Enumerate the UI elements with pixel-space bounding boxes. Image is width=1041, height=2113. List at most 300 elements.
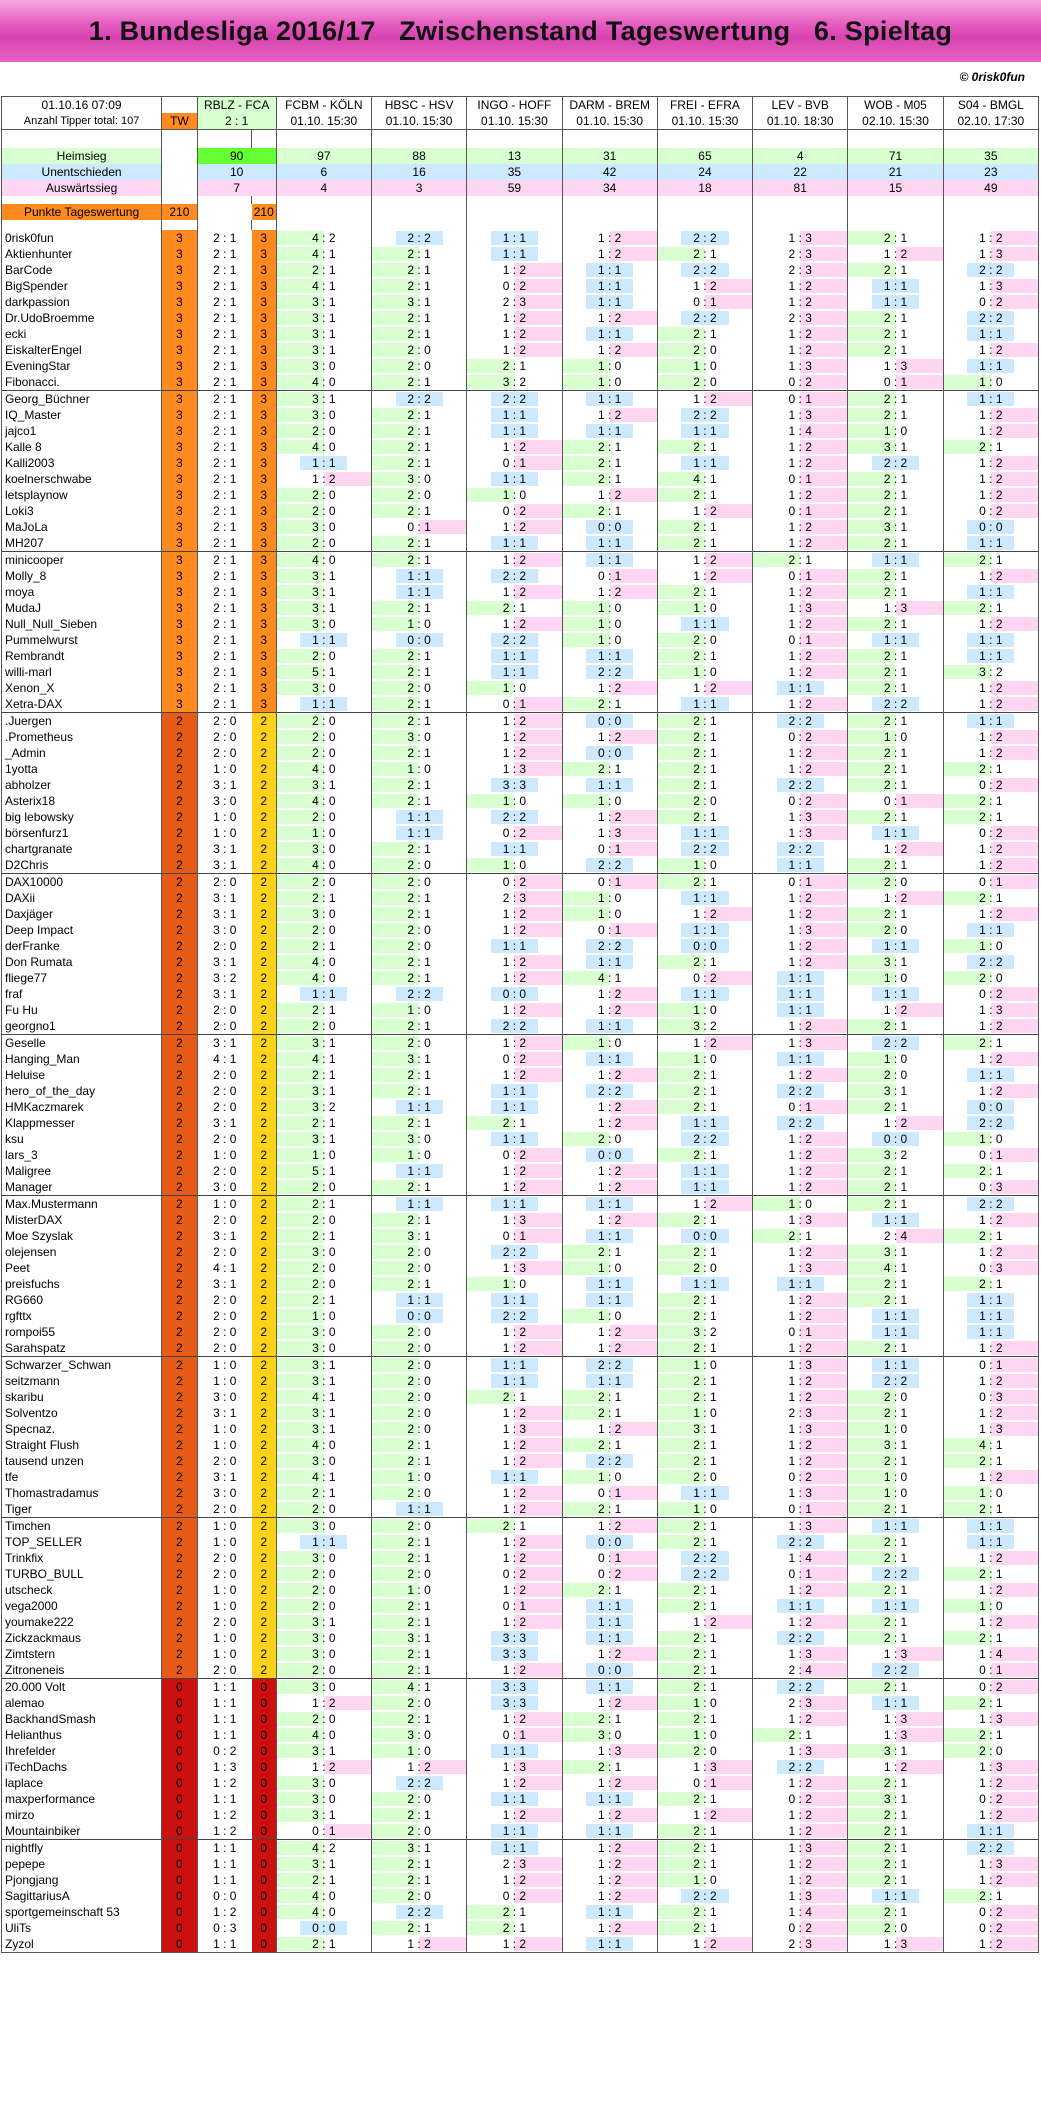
player-row (2, 519, 1039, 535)
prediction-cell (562, 1775, 657, 1791)
prediction-cell (276, 374, 371, 391)
prediction-cell (753, 1179, 848, 1196)
prediction-value: 2 : 1 (979, 1454, 1003, 1468)
prediction-cell (276, 262, 371, 278)
player-name: HMKaczmarek (2, 1099, 162, 1115)
prediction-value: 0 : 2 (502, 826, 527, 840)
prediction-cell (562, 825, 657, 841)
prediction-value: 1 : 1 (597, 1937, 622, 1951)
player-tip: 2 : 1 (213, 359, 237, 373)
prediction-cell (943, 1147, 1038, 1163)
player-tip: 2 : 0 (213, 1213, 237, 1227)
prediction-value: 1 : 2 (788, 649, 812, 663)
prediction-cell (848, 1196, 943, 1213)
prediction-cell (276, 761, 371, 777)
prediction-cell (848, 455, 943, 471)
player-tip: 2 : 1 (213, 585, 237, 599)
prediction-value: 2 : 1 (693, 1148, 717, 1162)
player-row (2, 1260, 1039, 1276)
player-row (2, 793, 1039, 809)
prediction-cell (371, 825, 466, 841)
prediction-cell (657, 1534, 752, 1550)
prediction-value: 2 : 1 (883, 1406, 908, 1420)
player-tip: 1 : 0 (213, 762, 237, 776)
prediction-value: 1 : 2 (693, 907, 717, 921)
player-tw: 2 (162, 1357, 197, 1374)
prediction-cell (943, 809, 1038, 825)
player-tip: 2 : 1 (213, 472, 237, 486)
player-tip: 0 : 2 (213, 1744, 237, 1758)
tipper-count-cell (2, 113, 162, 130)
prediction-value: 2 : 0 (312, 1277, 336, 1291)
prediction-value: 1 : 1 (502, 536, 527, 550)
prediction-value: 2 : 1 (312, 1486, 336, 1500)
prediction-value: 0 : 2 (979, 1905, 1003, 1919)
prediction-value: 3 : 0 (312, 1341, 336, 1355)
prediction-value: 2 : 0 (693, 794, 717, 808)
prediction-value: 0 : 1 (597, 875, 622, 889)
prediction-value: 2 : 0 (407, 1325, 431, 1339)
prediction-value: 3 : 1 (312, 1036, 336, 1050)
prediction-value: 1 : 2 (597, 1647, 622, 1661)
prediction-value: 1 : 3 (502, 1760, 527, 1774)
prediction-value: 1 : 4 (979, 1647, 1003, 1661)
player-points: 2 (252, 1646, 276, 1662)
prediction-cell (276, 1920, 371, 1936)
prediction-value: 1 : 1 (597, 778, 622, 792)
prediction-cell (467, 262, 562, 278)
player-points: 2 (252, 874, 276, 891)
player-tw: 2 (162, 857, 197, 874)
prediction-cell (657, 1437, 752, 1453)
prediction-cell (371, 1099, 466, 1115)
player-name: Klappmesser (2, 1115, 162, 1131)
prediction-value: 3 : 1 (312, 1422, 336, 1436)
prediction-cell (943, 1067, 1038, 1083)
prediction-value: 2 : 0 (312, 488, 336, 502)
prediction-value: 2 : 1 (693, 746, 717, 760)
prediction-cell (276, 310, 371, 326)
prediction-value: 1 : 1 (693, 1164, 717, 1178)
prediction-value: 1 : 3 (788, 1422, 812, 1436)
prediction-cell (562, 1002, 657, 1018)
prediction-value: 3 : 0 (312, 1454, 336, 1468)
prediction-cell (657, 1453, 752, 1469)
prediction-cell (562, 1566, 657, 1582)
player-name: RG660 (2, 1292, 162, 1308)
prediction-value: 1 : 1 (693, 987, 717, 1001)
prediction-value: 2 : 2 (883, 697, 908, 711)
prediction-value: 2 : 1 (407, 408, 431, 422)
prediction-value: 2 : 0 (312, 1583, 336, 1597)
prediction-cell (657, 1147, 752, 1163)
prediction-cell (562, 1646, 657, 1662)
prediction-value: 2 : 1 (312, 1293, 336, 1307)
prediction-value: 2 : 1 (883, 1535, 908, 1549)
prediction-value: 2 : 1 (597, 1502, 622, 1516)
prediction-cell (371, 1518, 466, 1535)
prediction-cell (657, 1791, 752, 1807)
prediction-value: 1 : 1 (597, 1293, 622, 1307)
prediction-cell (753, 407, 848, 423)
player-row (2, 1421, 1039, 1437)
prediction-value: 2 : 1 (597, 504, 622, 518)
player-points: 3 (252, 294, 276, 310)
player-tw: 2 (162, 761, 197, 777)
prediction-cell (467, 857, 562, 874)
prediction-cell (371, 1035, 466, 1052)
prediction-value: 2 : 1 (693, 810, 717, 824)
prediction-cell (848, 1292, 943, 1308)
player-name: Rembrandt (2, 648, 162, 664)
prediction-value: 3 : 0 (312, 1680, 336, 1694)
prediction-value: 2 : 0 (883, 1921, 908, 1935)
prediction-cell (276, 1630, 371, 1646)
match-stat: 81 (753, 180, 848, 196)
prediction-value: 1 : 2 (979, 1615, 1003, 1629)
player-tip: 2 : 1 (213, 311, 237, 325)
prediction-value: 2 : 0 (979, 971, 1003, 985)
prediction-cell (753, 1534, 848, 1550)
prediction-value: 2 : 1 (407, 907, 431, 921)
prediction-cell (276, 809, 371, 825)
prediction-cell (467, 1453, 562, 1469)
prediction-cell (467, 1018, 562, 1035)
player-points: 3 (252, 374, 276, 391)
prediction-value: 3 : 1 (312, 392, 336, 406)
prediction-cell (943, 696, 1038, 713)
prediction-cell (467, 519, 562, 535)
prediction-value: 1 : 1 (979, 1068, 1003, 1082)
player-points: 2 (252, 1260, 276, 1276)
prediction-cell (467, 632, 562, 648)
prediction-value: 1 : 2 (788, 1068, 812, 1082)
prediction-cell (371, 1002, 466, 1018)
player-name: D2Chris (2, 857, 162, 874)
prediction-cell (657, 825, 752, 841)
prediction-cell (657, 970, 752, 986)
prediction-value: 1 : 2 (788, 1180, 812, 1194)
prediction-cell (943, 230, 1038, 246)
player-points: 2 (252, 1099, 276, 1115)
player-points: 0 (252, 1743, 276, 1759)
prediction-cell (467, 326, 562, 342)
prediction-cell (467, 1357, 562, 1374)
prediction-value: 2 : 2 (502, 1309, 527, 1323)
player-name: Deep Impact (2, 922, 162, 938)
prediction-cell (943, 584, 1038, 600)
standings-table (1, 96, 1039, 1953)
player-row (2, 841, 1039, 857)
player-tw: 3 (162, 487, 197, 503)
prediction-value: 1 : 3 (788, 1261, 812, 1275)
prediction-value: 1 : 2 (979, 1245, 1003, 1259)
prediction-cell (848, 1856, 943, 1872)
prediction-value: 1 : 0 (597, 1309, 622, 1323)
player-points: 2 (252, 1534, 276, 1550)
player-tw: 3 (162, 342, 197, 358)
prediction-cell (943, 1469, 1038, 1485)
player-points: 2 (252, 1292, 276, 1308)
prediction-value: 3 : 1 (312, 1615, 336, 1629)
prediction-cell (943, 954, 1038, 970)
prediction-cell (467, 294, 562, 310)
prediction-cell (657, 1405, 752, 1421)
prediction-cell (276, 1018, 371, 1035)
prediction-cell (943, 1695, 1038, 1711)
prediction-cell (848, 1035, 943, 1052)
prediction-value: 1 : 1 (597, 1277, 622, 1291)
prediction-value: 2 : 3 (788, 1696, 812, 1710)
prediction-cell (657, 1840, 752, 1857)
prediction-cell (467, 1630, 562, 1646)
prediction-cell (562, 1308, 657, 1324)
prediction-cell (753, 1840, 848, 1857)
player-tip: 1 : 0 (213, 1148, 237, 1162)
prediction-cell (657, 1163, 752, 1179)
prediction-value: 2 : 1 (693, 1857, 717, 1871)
prediction-cell (467, 1083, 562, 1099)
player-name: willi-marl (2, 664, 162, 680)
player-row (2, 246, 1039, 262)
prediction-cell (753, 1856, 848, 1872)
prediction-cell (276, 1340, 371, 1357)
player-points: 2 (252, 1163, 276, 1179)
prediction-value: 2 : 1 (407, 1551, 431, 1565)
prediction-cell (276, 648, 371, 664)
player-name: Timchen (2, 1518, 162, 1535)
prediction-cell (657, 696, 752, 713)
prediction-cell (276, 1501, 371, 1518)
prediction-cell (753, 1357, 848, 1374)
prediction-cell (657, 407, 752, 423)
prediction-value: 1 : 2 (979, 488, 1003, 502)
prediction-value: 0 : 0 (597, 746, 622, 760)
prediction-cell (276, 535, 371, 552)
prediction-cell (848, 600, 943, 616)
prediction-cell (562, 1534, 657, 1550)
prediction-cell (276, 1196, 371, 1213)
player-name: pepepe (2, 1856, 162, 1872)
prediction-value: 2 : 1 (788, 1229, 812, 1243)
match-stat: 71 (848, 148, 943, 164)
prediction-cell (371, 1453, 466, 1469)
player-row (2, 1759, 1039, 1775)
prediction-cell (943, 874, 1038, 891)
prediction-cell (848, 423, 943, 439)
prediction-value: 2 : 1 (693, 1792, 717, 1806)
prediction-value: 1 : 3 (883, 601, 908, 615)
prediction-value: 2 : 0 (312, 810, 336, 824)
prediction-cell (657, 1518, 752, 1535)
player-tip: 2 : 1 (213, 504, 237, 518)
player-row (2, 1711, 1039, 1727)
prediction-cell (848, 1340, 943, 1357)
prediction-value: 3 : 1 (883, 955, 908, 969)
stat-label: Unentschieden (2, 164, 162, 180)
prediction-value: 1 : 1 (502, 1824, 527, 1838)
player-name: jajco1 (2, 423, 162, 439)
prediction-cell (371, 1228, 466, 1244)
player-tw: 2 (162, 1002, 197, 1018)
prediction-value: 2 : 1 (407, 440, 431, 454)
player-tip: 2 : 0 (213, 1341, 237, 1355)
player-tip: 2 : 1 (213, 456, 237, 470)
prediction-cell (753, 391, 848, 408)
match-stat: 3 (371, 180, 466, 196)
prediction-cell (943, 407, 1038, 423)
player-name: youmake222 (2, 1614, 162, 1630)
prediction-value: 2 : 1 (883, 1680, 908, 1694)
stat-row (2, 164, 1039, 180)
title-banner (0, 0, 1041, 62)
player-name: MaJoLa (2, 519, 162, 535)
prediction-value: 2 : 1 (693, 536, 717, 550)
prediction-value: 1 : 2 (979, 1470, 1003, 1484)
player-row (2, 342, 1039, 358)
prediction-value: 2 : 2 (788, 1680, 812, 1694)
prediction-cell (276, 664, 371, 680)
player-row (2, 262, 1039, 278)
prediction-cell (848, 648, 943, 664)
prediction-cell (657, 1340, 752, 1357)
prediction-value: 1 : 1 (883, 987, 908, 1001)
prediction-cell (276, 1469, 371, 1485)
prediction-cell (943, 1727, 1038, 1743)
prediction-cell (371, 648, 466, 664)
prediction-value: 1 : 2 (979, 569, 1003, 583)
prediction-value: 2 : 1 (693, 247, 717, 261)
prediction-value: 2 : 2 (597, 939, 622, 953)
prediction-cell (276, 745, 371, 761)
prediction-value: 3 : 1 (883, 1084, 908, 1098)
prediction-value: 2 : 0 (883, 1068, 908, 1082)
player-row (2, 1196, 1039, 1213)
prediction-value: 2 : 1 (883, 327, 908, 341)
prediction-cell (657, 487, 752, 503)
prediction-cell (371, 391, 466, 408)
prediction-cell (562, 262, 657, 278)
prediction-value: 2 : 3 (788, 247, 812, 261)
prediction-value: 1 : 2 (502, 1164, 527, 1178)
prediction-value: 2 : 2 (883, 1567, 908, 1581)
prediction-cell (943, 922, 1038, 938)
prediction-cell (562, 970, 657, 986)
match-time: 01.10. 15:30 (371, 113, 466, 130)
prediction-cell (753, 1888, 848, 1904)
prediction-cell (467, 1260, 562, 1276)
player-tip: 2 : 1 (213, 536, 237, 550)
prediction-value: 1 : 0 (597, 633, 622, 647)
player-tw: 2 (162, 970, 197, 986)
prediction-cell (753, 745, 848, 761)
prediction-value: 1 : 2 (502, 1454, 527, 1468)
prediction-cell (276, 1324, 371, 1340)
player-points: 2 (252, 1469, 276, 1485)
player-tw: 2 (162, 1196, 197, 1213)
prediction-cell (371, 600, 466, 616)
prediction-value: 2 : 1 (883, 488, 908, 502)
prediction-value: 1 : 2 (693, 1197, 717, 1211)
prediction-cell (371, 890, 466, 906)
player-name: Moe Szyslak (2, 1228, 162, 1244)
player-tip: 1 : 0 (213, 1631, 237, 1645)
prediction-cell (943, 358, 1038, 374)
prediction-value: 1 : 1 (597, 1599, 622, 1613)
prediction-cell (276, 1791, 371, 1807)
prediction-value: 3 : 1 (883, 520, 908, 534)
prediction-value: 1 : 1 (883, 1696, 908, 1710)
prediction-cell (848, 1679, 943, 1696)
player-tw: 0 (162, 1840, 197, 1857)
prediction-cell (943, 1646, 1038, 1662)
prediction-cell (657, 471, 752, 487)
player-points: 2 (252, 1308, 276, 1324)
prediction-cell (562, 519, 657, 535)
prediction-value: 1 : 2 (502, 1712, 527, 1726)
prediction-value: 2 : 1 (407, 1068, 431, 1082)
prediction-value: 1 : 1 (502, 1358, 527, 1372)
prediction-cell (657, 616, 752, 632)
prediction-value: 0 : 3 (979, 1390, 1003, 1404)
prediction-value: 3 : 0 (312, 359, 336, 373)
prediction-value: 2 : 1 (597, 440, 622, 454)
prediction-cell (276, 1051, 371, 1067)
prediction-cell (371, 1598, 466, 1614)
player-points: 2 (252, 809, 276, 825)
prediction-cell (943, 1389, 1038, 1405)
prediction-value: 2 : 0 (597, 1132, 622, 1146)
player-tip: 2 : 0 (213, 730, 237, 744)
prediction-cell (371, 1163, 466, 1179)
player-points: 3 (252, 262, 276, 278)
player-points: 3 (252, 632, 276, 648)
player-points: 0 (252, 1856, 276, 1872)
prediction-cell (753, 1518, 848, 1535)
player-points: 3 (252, 455, 276, 471)
prediction-cell (276, 1308, 371, 1324)
prediction-value: 4 : 1 (312, 1470, 336, 1484)
player-points: 3 (252, 584, 276, 600)
prediction-cell (371, 1646, 466, 1662)
prediction-cell (943, 278, 1038, 294)
player-tw: 3 (162, 230, 197, 246)
prediction-cell (276, 471, 371, 487)
prediction-value: 2 : 2 (407, 1776, 431, 1790)
prediction-value: 2 : 1 (979, 1696, 1003, 1710)
player-tw: 2 (162, 1421, 197, 1437)
prediction-cell (276, 584, 371, 600)
player-name: fraf (2, 986, 162, 1002)
date-time: 01.10.16 07:09 (2, 97, 162, 114)
prediction-cell (467, 1389, 562, 1405)
prediction-value: 2 : 1 (693, 1309, 717, 1323)
prediction-cell (467, 954, 562, 970)
prediction-cell (943, 680, 1038, 696)
prediction-value: 1 : 1 (597, 1824, 622, 1838)
prediction-value: 0 : 1 (597, 569, 622, 583)
player-name: Fibonacci. (2, 374, 162, 391)
player-row (2, 938, 1039, 954)
prediction-value: 3 : 3 (502, 1631, 527, 1645)
prediction-value: 1 : 2 (597, 408, 622, 422)
prediction-cell (848, 1743, 943, 1759)
prediction-cell (753, 374, 848, 391)
prediction-value: 2 : 2 (597, 1084, 622, 1098)
player-row (2, 230, 1039, 246)
prediction-value: 1 : 2 (979, 424, 1003, 438)
prediction-cell (562, 471, 657, 487)
